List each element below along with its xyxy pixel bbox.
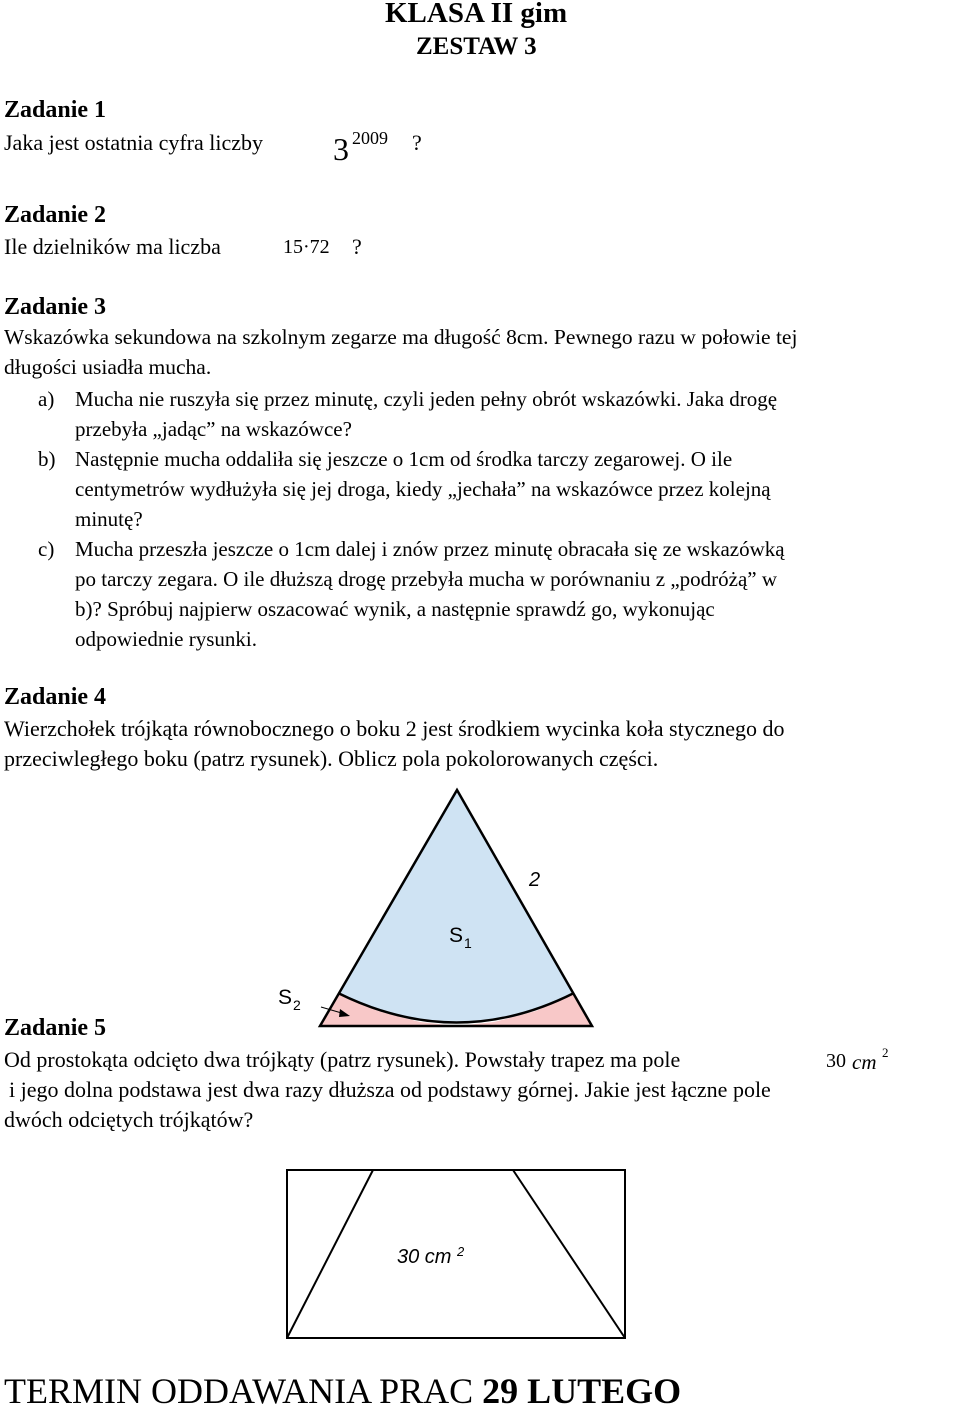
- task3-item-c-line: b)? Spróbuj najpierw oszacować wynik, a następnie sprawdź go, wykonując: [75, 597, 715, 621]
- deadline-footer: [4, 1370, 681, 1412]
- task3-item-a: [38, 384, 953, 444]
- task4-line1: Wierzchołek trójkąta równobocznego o boku 2 jest środkiem wycinka koła stycznego do: [4, 716, 785, 741]
- trapezoid-figure: [0, 1160, 960, 1350]
- side-label: 2: [529, 869, 541, 891]
- task3-item-b-line: Następnie mucha oddaliła się jeszcze o 1cm od środka tarczy zegarowej. O ile: [75, 447, 733, 471]
- task1-exponent: 2009: [352, 128, 388, 148]
- trapezoid-area-label: 30 cm: [397, 1246, 452, 1268]
- task3-item-c-line: odpowiednie rysunki.: [75, 627, 257, 651]
- task5-area-unit: cm: [852, 1050, 877, 1074]
- task3-title: Zadanie 3: [4, 294, 107, 320]
- rectangle-outline: [287, 1170, 625, 1338]
- task3-item-b-line: centymetrów wydłużyła się jej droga, kiedy „jechała” na wskazówce przez kolejną: [75, 477, 771, 501]
- task1-text: Jaka jest ostatnia cyfra liczby: [4, 130, 264, 155]
- task5-area-number: 30: [826, 1050, 846, 1072]
- label-s2-sub: 2: [293, 997, 301, 1013]
- page-subtitle: ZESTAW 3: [416, 33, 537, 60]
- task3-item-a-line: przebyła „jadąc” na wskazówce?: [75, 417, 352, 441]
- task3-item-a-line: Mucha nie ruszyła się przez minutę, czyli jeden pełny obrót wskazówki. Jaka drogę: [75, 387, 778, 411]
- task5-line1: Od prostokąta odcięto dwa trójkąty (patrz rysunek). Powstały trapez ma pole: [4, 1047, 681, 1072]
- task5-title: Zadanie 5: [4, 1015, 107, 1041]
- task2-qmark: ?: [352, 234, 362, 259]
- task1-qmark: ?: [412, 130, 422, 155]
- task3-item-c-line: Mucha przeszła jeszcze o 1cm dalej i znów przez minutę obracała się ze wskazówką: [75, 537, 785, 561]
- task5-area-exponent: 2: [882, 1045, 889, 1060]
- label-s1: S: [449, 924, 464, 947]
- task3-item-b-label: b): [38, 447, 56, 471]
- task3-intro-line1: Wskazówka sekundowa na szkolnym zegarze ma długość 8cm. Pewnego razu w połowie tej: [4, 325, 798, 349]
- task3-item-c: [38, 534, 953, 654]
- task5-line2: i jego dolna podstawa jest dwa razy dłuższa od podstawy górnej. Jakie jest łączne pole: [9, 1077, 771, 1102]
- task3-item-b-line: minutę?: [75, 507, 143, 531]
- deadline-date: 29 LUTEGO: [482, 1371, 682, 1411]
- cut-line-left: [287, 1170, 373, 1338]
- sector-s1: [338, 790, 574, 1023]
- task3-item-c-label: c): [38, 537, 55, 561]
- cut-line-right: [513, 1170, 625, 1338]
- label-s1-sub: 1: [464, 935, 472, 951]
- task3-item-a-label: a): [38, 387, 55, 411]
- task2-text: Ile dzielników ma liczba: [4, 234, 221, 259]
- trapezoid-area-exponent: 2: [457, 1244, 465, 1259]
- task1-title: Zadanie 1: [4, 97, 107, 123]
- deadline-label: TERMIN ODDAWANIA PRAC: [4, 1371, 483, 1411]
- label-s2: S: [278, 986, 293, 1009]
- task3-intro-line2: długości usiadła mucha.: [4, 355, 212, 379]
- task4-line2: przeciwległego boku (patrz rysunek). Oblicz pola pokolorowanych części.: [4, 746, 659, 771]
- task3-item-b: [38, 444, 953, 534]
- task5-line3: dwóch odciętych trójkątów?: [4, 1107, 254, 1132]
- page-title: KLASA II gim: [385, 0, 568, 29]
- task3-item-c-line: po tarczy zegara. O ile dłuższą drogę przebyła mucha w porównaniu z „podróżą” w: [75, 567, 778, 591]
- triangle-sector-figure: [0, 780, 960, 1040]
- task2-expression: 15·72: [283, 236, 330, 258]
- task2-title: Zadanie 2: [4, 202, 107, 228]
- task4-title: Zadanie 4: [4, 684, 107, 710]
- task1-base: 3: [333, 131, 349, 167]
